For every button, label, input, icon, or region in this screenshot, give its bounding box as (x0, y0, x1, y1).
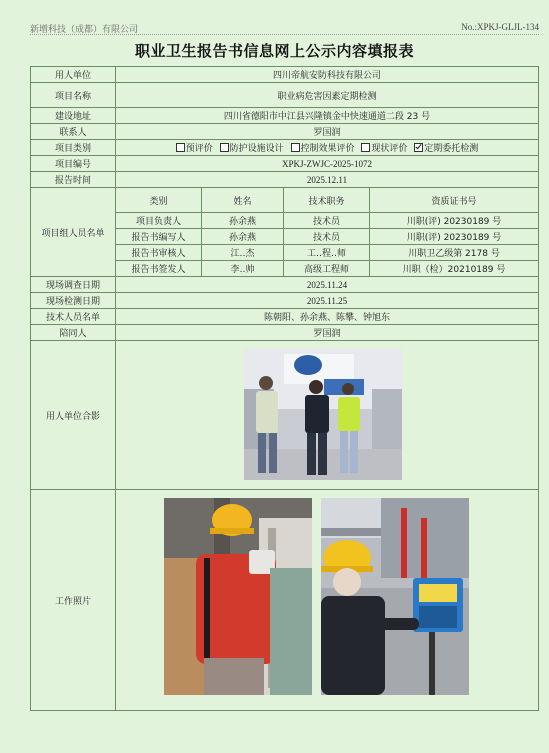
test-date-label: 现场检测日期 (31, 293, 116, 309)
category-option-label: 现状评价 (371, 144, 408, 154)
tech-staff-label: 技术人员名单 (31, 309, 116, 325)
row-escort (31, 325, 539, 341)
category-option[interactable] (361, 144, 407, 154)
row-work-photo (31, 490, 539, 711)
work-photo-1-image (164, 498, 312, 695)
survey-date-value: 2025.11.24 (116, 277, 539, 293)
project-value: 职业病危害因素定期检测 (116, 83, 539, 108)
employer-label: 用人单位 (31, 67, 116, 83)
category-option[interactable] (291, 144, 355, 154)
test-date-value: 2025.11.25 (116, 293, 539, 309)
document-number: No.:XPKJ-GLJL-134 (461, 22, 539, 32)
header-divider (30, 34, 539, 35)
work-photo-label: 工作照片 (31, 490, 116, 711)
row-report-time (31, 172, 539, 188)
checked-checkbox-icon[interactable] (414, 143, 423, 152)
group-photo-image (244, 349, 402, 480)
group-photo (244, 349, 402, 480)
team-name: 李‥帅 (202, 261, 284, 277)
group-photo-cell (116, 341, 539, 490)
checkbox-icon[interactable] (176, 143, 185, 152)
contact-value: 罗国润 (116, 124, 539, 140)
company-name: 新增科技（成都）有限公司 (30, 25, 139, 35)
team-role: 项目负责人 (116, 213, 202, 229)
team-name: 孙余燕 (202, 213, 284, 229)
code-label: 项目编号 (31, 156, 116, 172)
team-title: 工‥程‥师 (284, 245, 370, 261)
row-project (31, 83, 539, 108)
team-header-title: 技术职务 (284, 188, 370, 213)
category-label: 项目类别 (31, 140, 116, 156)
work-photo-cell (116, 490, 539, 711)
row-employer (31, 67, 539, 83)
team-cert: 川职(评) 20230189 号 (370, 213, 539, 229)
disclosure-form-table (30, 66, 539, 711)
category-option[interactable] (220, 144, 284, 154)
category-option-label: 定期委托检测 (424, 144, 479, 154)
team-name: 孙余燕 (202, 229, 284, 245)
code-value: XPKJ-ZWJC-2025-1072 (116, 156, 539, 172)
team-title: 技术员 (284, 213, 370, 229)
report-time-label: 报告时间 (31, 172, 116, 188)
team-name: 江‥杰 (202, 245, 284, 261)
contact-label: 联系人 (31, 124, 116, 140)
report-time-value: 2025.12.11 (116, 172, 539, 188)
row-contact (31, 124, 539, 140)
survey-date-label: 现场调查日期 (31, 277, 116, 293)
address-label: 建设地址 (31, 108, 116, 124)
category-option[interactable] (176, 144, 213, 154)
project-label: 项目名称 (31, 83, 116, 108)
category-option-label: 控制效果评价 (300, 144, 355, 154)
category-option[interactable] (414, 144, 478, 154)
row-category (31, 140, 539, 156)
team-header-name: 姓名 (202, 188, 284, 213)
team-header-cert: 资质证书号 (370, 188, 539, 213)
category-option-label: 预评价 (185, 144, 213, 154)
page-title: 职业卫生报告书信息网上公示内容填报表 (134, 42, 414, 60)
row-group-photo (31, 341, 539, 490)
team-title: 高级工程师 (284, 261, 370, 277)
checkbox-icon[interactable] (291, 143, 300, 152)
team-cert: 川职（检）20210189 号 (370, 261, 539, 277)
work-photo-2-image (321, 498, 469, 695)
page-header (0, 0, 549, 40)
address-value: 四川省德阳市中江县兴隆镇金中快速通道二段 23 号 (116, 108, 539, 124)
row-code (31, 156, 539, 172)
checkbox-icon[interactable] (220, 143, 229, 152)
team-cert: 川职卫乙级第 2178 号 (370, 245, 539, 261)
row-test-date (31, 293, 539, 309)
row-address (31, 108, 539, 124)
team-cert: 川职(评) 20230189 号 (370, 229, 539, 245)
checkbox-icon[interactable] (361, 143, 370, 152)
employer-value: 四川帝航安防科技有限公司 (116, 67, 539, 83)
team-role: 报告书审核人 (116, 245, 202, 261)
team-title: 技术员 (284, 229, 370, 245)
group-photo-label: 用人单位合影 (31, 341, 116, 490)
row-tech-staff (31, 309, 539, 325)
category-option-label: 防护设施设计 (229, 144, 284, 154)
work-photo-2 (321, 498, 469, 695)
tech-staff-value: 陈朝阳、孙余燕、陈攀、钟旭东 (116, 309, 539, 325)
team-header-row (31, 188, 539, 213)
team-role: 报告书签发人 (116, 261, 202, 277)
row-survey-date (31, 277, 539, 293)
team-role: 报告书编写人 (116, 229, 202, 245)
team-header-role: 类别 (116, 188, 202, 213)
escort-label: 陪同人 (31, 325, 116, 341)
work-photo-1 (164, 498, 312, 695)
team-label: 项目组人员名单 (31, 188, 116, 277)
category-options (116, 140, 539, 156)
escort-value: 罗国润 (116, 325, 539, 341)
